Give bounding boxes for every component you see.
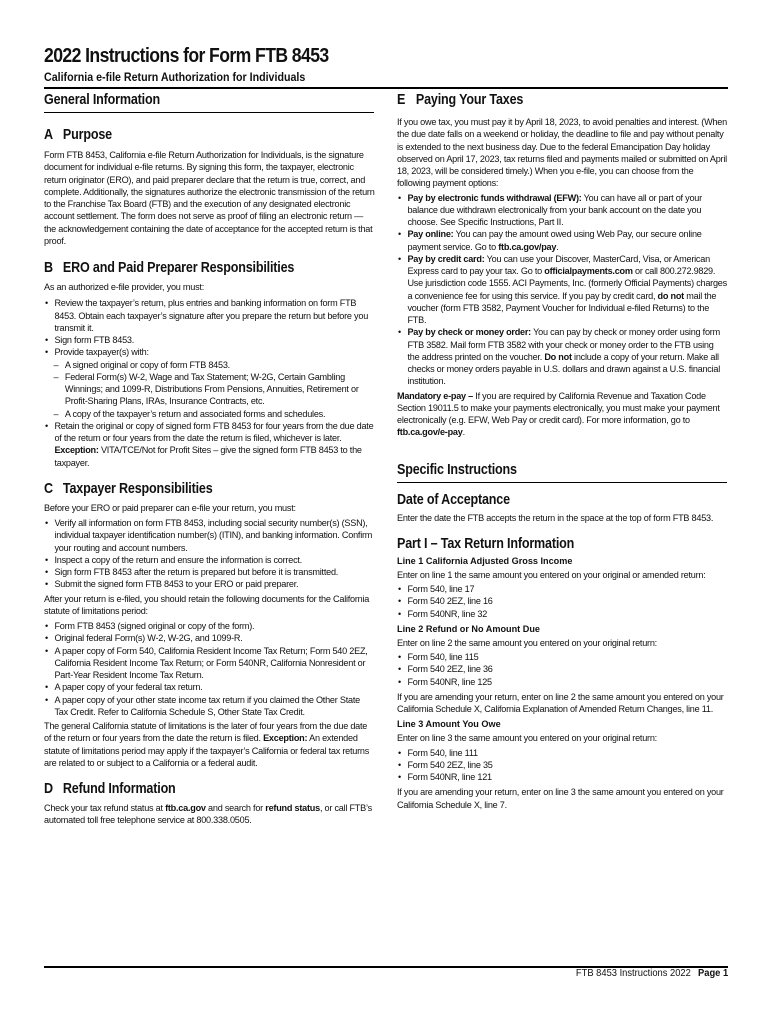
section-c-statute: The general California statute of limitations is the later of four years from the due date of the return or four years from the date the return is filed. Exception: An extended statute of limitations period may apply if the taxpayer’s California or federal tax returns are related to or subject to a California or a federal audit. xyxy=(44,721,370,769)
line-3-heading: Line 3 Amount You Owe xyxy=(397,719,501,731)
list-item: • Form 540, line 17 xyxy=(397,584,728,596)
list-item: • Verify all information on form FTB 8453, including social security number(s) (SSN), individual taxpayer identification number(s) (ITIN), and banking information. Confirm your routing and account numbers. xyxy=(44,518,375,555)
section-c-heading: C Taxpayer Responsibilities xyxy=(44,480,213,497)
right-column xyxy=(397,92,727,812)
list-item: • A paper copy of your other state income tax return if you claimed the Other State Tax Credit. Refer to California Schedule S, Other State Tax Credit. xyxy=(44,695,375,720)
payment-options-list xyxy=(397,193,728,389)
section-c-body xyxy=(44,503,375,770)
section-e-intro: If you owe tax, you must pay it by April 18, 2023, to avoid penalties and interest. (When the due date falls on a weekend or holiday, the deadline to file and pay without penalty is extended to the next business day. Due to the federal Emancipation Day holiday observed on April 17, 2023, tax returns filed and payments mailed or submitted on April 18, 2023, will be considered timely.) When you e-file, you can choose from the following payment options: xyxy=(397,117,727,190)
specific-instructions-heading: Specific Instructions xyxy=(397,461,517,478)
list-item: • Provide taxpayer(s) with: – A signed original or copy of form FTB 8453. – Federal Form(s) W-2, Wage and Tax Statement; W-2G, Certain Gambling Winnings; and 1099-R, Distributions From Pensions, Annuities, Retirement or Profit-Sharing Plans, IRAs, Insurance Contracts, etc. – A copy of the taxpayer’s return and associated forms and schedules. xyxy=(44,347,375,421)
list-item: – A copy of the taxpayer’s return and associated forms and schedules. xyxy=(44,409,375,421)
title-divider xyxy=(44,87,728,89)
line-2-body xyxy=(397,638,728,717)
section-d-text: Check your tax refund status at ftb.ca.gov and search for refund status, or call FTB’s automated toll free telephone service at 800.338.0505. xyxy=(44,803,372,827)
list-item: • Review the taxpayer’s return, plus entries and banking information on form FTB 8453. Obtain each taxpayer’s signature after you prepare the return but before you transmit it. xyxy=(44,298,375,335)
section-e-heading: E Paying Your Taxes xyxy=(397,92,524,108)
date-of-acceptance-text: Enter the date the FTB accepts the return in the space at the top of form FTB 8453. xyxy=(397,512,714,524)
list-item: • Original federal Form(s) W-2, W-2G, and 1099-R. xyxy=(44,633,375,645)
line-1-body xyxy=(397,570,728,621)
line-3-body xyxy=(397,733,728,812)
section-b-sublist xyxy=(44,360,375,421)
line-2-list xyxy=(397,652,728,689)
line-3-list xyxy=(397,748,728,785)
line-2-heading: Line 2 Refund or No Amount Due xyxy=(397,623,540,635)
list-item: – Federal Form(s) W-2, Wage and Tax Statement; W-2G, Certain Gambling Winnings; and 1099-R, Distributions From Pensions, Annuities, Retirement or Profit-Sharing Plans, IRAs, Insurance Contracts, etc. xyxy=(44,372,375,409)
list-item: • Sign form FTB 8453 after the return is prepared but before it is transmitted. xyxy=(44,567,375,579)
list-item: • Form 540, line 115 xyxy=(397,652,728,664)
page-number: Page 1 xyxy=(697,968,728,979)
date-of-acceptance-heading: Date of Acceptance xyxy=(397,491,510,508)
line-1-heading: Line 1 California Adjusted Gross Income xyxy=(397,555,573,567)
line-3-amend-text: If you are amending your return, enter on line 3 the same amount you entered on your California Schedule X, line 7. xyxy=(397,787,724,811)
list-item: – A signed original or copy of form FTB 8453. xyxy=(44,360,375,372)
section-a-heading: A Purpose xyxy=(44,127,112,143)
line-1-text: Enter on line 1 the same amount you entered on your original or amended return: xyxy=(397,569,706,581)
mandatory-epay-text: Mandatory e-pay – If you are required by California Revenue and Taxation Code Section 19011.5 to make your payments electronically, you must make your payment electronically (e.g. EFW, Web Pay or credit card). For more information, go to ftb.ca.gov/e-pay. xyxy=(397,390,720,439)
list-item: • Form 540 2EZ, line 16 xyxy=(397,596,728,608)
list-item: • Form 540NR, line 125 xyxy=(397,677,728,689)
specific-instructions-underline xyxy=(397,482,727,483)
epay-link[interactable]: ftb.ca.gov/e-pay xyxy=(397,427,463,439)
list-item: • Inspect a copy of the return and ensure the information is correct. xyxy=(44,555,375,567)
general-information-heading: General Information xyxy=(44,92,160,108)
web-pay-link[interactable]: ftb.ca.gov/pay xyxy=(498,241,557,253)
line-1-list xyxy=(397,584,728,621)
section-c-docs-list xyxy=(44,621,375,719)
section-b-body xyxy=(44,282,375,470)
list-item: • Pay by check or money order: You can pay by check or money order using form FTB 3582. Mail form FTB 3582 with your check or money order to the FTB using the address printed on the voucher. Do not include a copy of your return. Make all checks or money orders payable in U.S. dollars and drawn against a U.S. financial institution. xyxy=(397,327,728,388)
list-item: • Pay by credit card: You can use your Discover, MasterCard, Visa, or American Express card to pay your tax. Go to officialpayments.com or call 800.272.9829. Use jurisdiction code 1555. ACI Payments, Inc. (formerly Official Payments) charges a convenience fee for using this service. If you pay by credit card, do not mail the voucher (form FTB 3582, Payment Voucher for Individual e-filed Returns) to the FTB. xyxy=(397,254,728,328)
refund-link[interactable]: ftb.ca.gov xyxy=(165,803,206,814)
list-item: • Form 540NR, line 121 xyxy=(397,772,728,784)
page-footer xyxy=(576,968,728,979)
section-c-retain-intro: After your return is e-filed, you should retain the following documents for the California statute of limitations period: xyxy=(44,593,370,617)
list-item: • Submit the signed form FTB 8453 to your ERO or paid preparer. xyxy=(44,579,375,591)
list-item: • Form 540, line 111 xyxy=(397,748,728,760)
official-payments-link[interactable]: officialpayments.com xyxy=(544,266,633,277)
line-2-amend-text: If you are amending your return, enter on line 2 the same amount you entered on your California Schedule X, California Explanation of Amended Return Changes, line 11. xyxy=(397,691,724,715)
section-b-heading: B ERO and Paid Preparer Responsibilities xyxy=(44,260,295,276)
line-2-text: Enter on line 2 the same amount you entered on your original return: xyxy=(397,637,657,649)
page-title: 2022 Instructions for Form FTB 8453 xyxy=(44,44,329,67)
list-item: • Form 540 2EZ, line 35 xyxy=(397,760,728,772)
list-item: • Form FTB 8453 (signed original or copy of the form). xyxy=(44,621,375,633)
list-item: • Pay by electronic funds withdrawal (EFW): You can have all or part of your balance due withdrawn electronically from your bank account on the date you choose. See Specific Instructions, Part II. xyxy=(397,193,728,230)
section-d-heading: D Refund Information xyxy=(44,781,176,797)
section-a-text: Form FTB 8453, California e-file Return Authorization for Individuals, is the signature document for individual e-file returns. By signing this form, the taxpayer, electronic return originator (ERO), and paid preparer declare that the return is true, correct, and complete. Additionally, the signatures authorize the electronic transmission of the return to the Franchise Tax Board (FTB) and the execution of any designated electronic account settlement. The form does not serve as proof of filing an electronic return — the acknowledgement containing the date of acceptance for the accepted return is that proof. xyxy=(44,150,375,247)
list-item: • A paper copy of your federal tax return. xyxy=(44,682,375,694)
list-item: • Form 540 2EZ, line 36 xyxy=(397,664,728,676)
section-b-intro: As an authorized e-file provider, you must: xyxy=(44,282,205,293)
page-subtitle: California e-file Return Authorization for Individuals xyxy=(44,70,306,84)
section-b-list xyxy=(44,298,375,470)
list-item: • Retain the original or copy of signed form FTB 8453 for four years from the due date of the return or four years from the date the return is filed, whichever is later. Exception: VITA/TCE/Not for Profit Sites – give the signed form FTB 8453 to the taxpayer. xyxy=(44,421,375,470)
list-item: • Pay online: You can pay the amount owed using Web Pay, our secure online payment service. Go to ftb.ca.gov/pay. xyxy=(397,229,728,254)
list-item: • A paper copy of Form 540, California Resident Income Tax Return; Form 540 2EZ, California Resident Income Tax Return; or Form 540NR, California Nonresident or Part-Year Resident Income Tax Return. xyxy=(44,646,375,683)
section-e-body xyxy=(397,117,728,440)
section-c-list xyxy=(44,518,375,592)
section-c-intro: Before your ERO or paid preparer can e-file your return, you must: xyxy=(44,502,296,514)
list-item: • Sign form FTB 8453. xyxy=(44,335,375,347)
list-item: • Form 540NR, line 32 xyxy=(397,609,728,621)
general-info-underline xyxy=(44,112,374,113)
left-column xyxy=(44,92,374,828)
line-3-text: Enter on line 3 the same amount you entered on your original return: xyxy=(397,733,657,745)
footer-form-name: FTB 8453 Instructions 2022 xyxy=(575,968,691,979)
part-1-heading: Part I – Tax Return Information xyxy=(397,535,575,552)
